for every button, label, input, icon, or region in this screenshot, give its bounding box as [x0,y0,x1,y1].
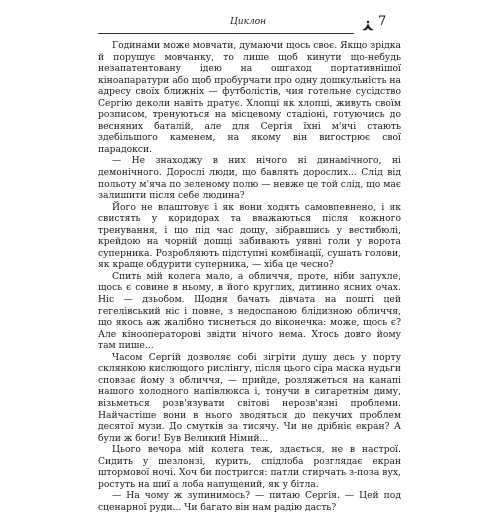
running-title: Циклон [229,17,267,27]
paragraph: Спить мій колега мало, а обличчя, проте, ніби запухле, щось є совине в ньому, в його круглих, дитинно ясних очах. Ніс — дзьобом. Щодня бачать дівчата на пошті цей гегелівський ніс і повне, з недоспаною блідизною обличчя, що якось аж жалібно тиснеться до віконечка: може, щось є? Але кінооператорові звідти нічого нема. Хтось довго йому там пише... [98,270,401,352]
paragraph: Його не влаштовує і як вони ходять самовпевнено, і як свистять у коридорах та вважаються після кожного тренування, і що під час дощу, зібравшись у вестибюлі, крейдою на чорній дошці забивають уявні голи у ворота суперника. Розробляють підступні комбінації, сушать голови, як краще обдурити суперника, — хіба це чесно? [98,201,401,271]
paragraph: Часом Сергій дозволяє собі зігріти душу десь у порту склянкою кислющого рислінгу, після цього сіра маска нудьги сповзає йому з обличчя, — прийде, розляжеться на канапі нашого холодного напівлюкса і, тонучи в сигаретнім диму, візьметься розв'язувати світові нерозв'язні проблеми. Найчастіше вони в нього зводяться до пекучих проблем десятої музи. До смутків за тисячу. Чи не дрібніє екран? А були ж боги! Був Великий Німий... [98,351,401,444]
header-rule [98,33,354,34]
page-number: 7 [378,14,387,29]
paragraph: — На чому ж зупинимось? — питаю Сергія. — Цей под сценарної руди... Чи багато він нам радію дасть? [98,490,401,513]
page-header [0,14,500,36]
paragraph: — Не знаходжу в них нічого ні динамічного, ні демонічного. Дорослі люди, що бавлять дорослих... Слід від польоту м'яча по зеленому полю — невже це той слід, що має залишити після себе людина? [98,155,401,202]
paragraph: Годинами може мовчати, думаючи щось своє. Якщо зрідка й порушує мовчанку, то лише щоб кинути що-небудь незапатентовану ідею на ошгаход портативнішої кіноапаратури або щоб пробурчати про одну дошкульність на адресу своїх ближніх — футболістів, чия готельне сусідство Сергію деколи навіть дратує. Хлопці як хлопці, живуть своїм розписом, тренуються на місцевому стадіоні, готуючись до весняних баталій, але для Сергія їхні м'ячі стають здебільшого каменем, на якому він вигострює свої парадокси. [98,40,401,155]
body-text [98,40,401,513]
paragraph: Цього вечора мій колега теж, здається, не в настрої. Сидить у шезлонзі, курить, спідлоба розглядає екран штормової ночі. Хоч би постригся: патли стирчать з-поза вух, ростуть на шиї а лоба напущений, як у бітла. [98,444,401,490]
leaf-ornament-icon [361,20,375,32]
